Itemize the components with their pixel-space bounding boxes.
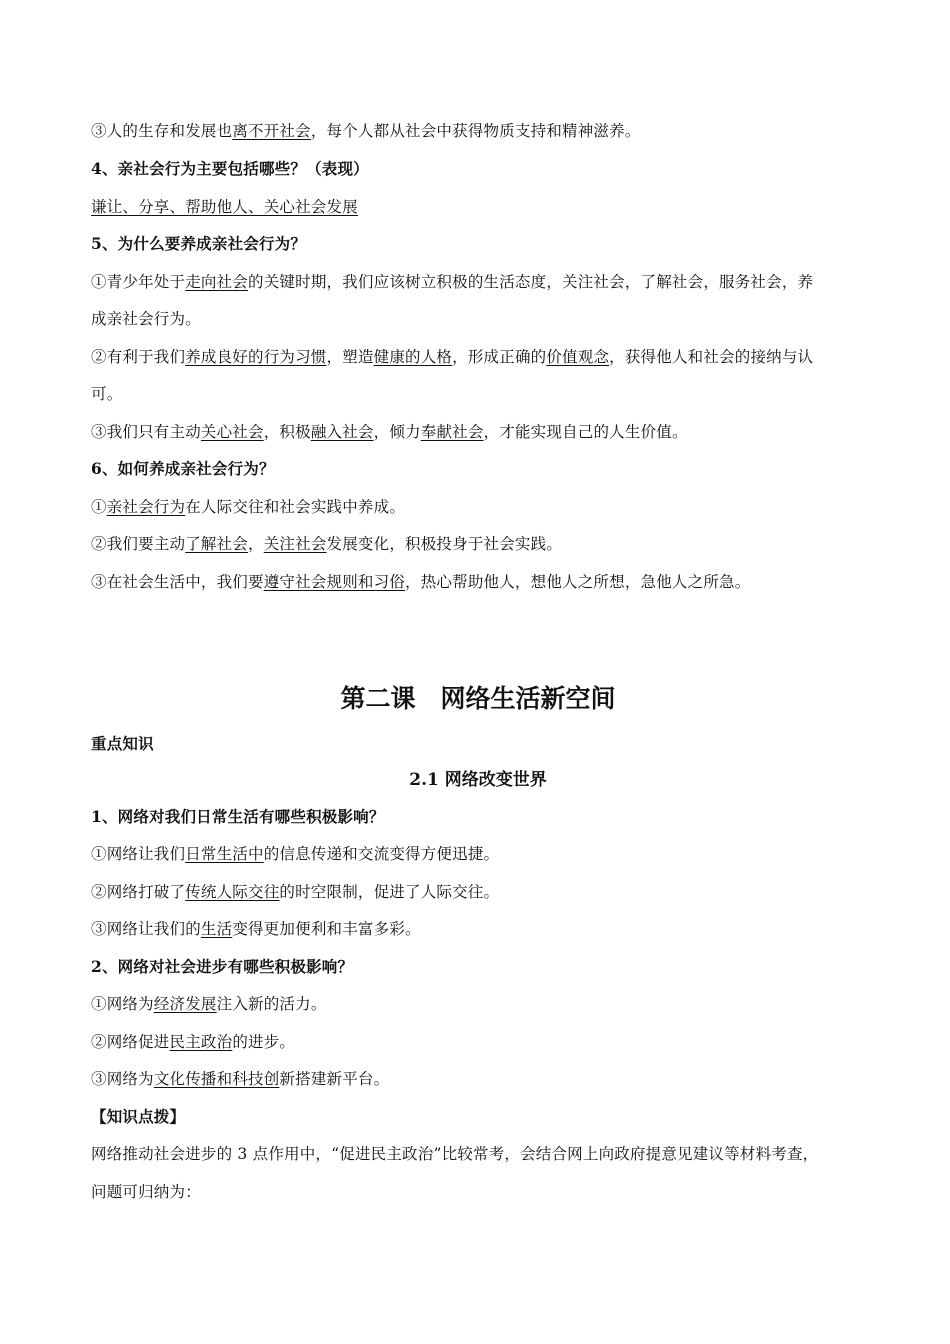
answer-2-3 — [91, 1068, 865, 1090]
answer-1-1 — [91, 843, 865, 865]
lesson-title: 第二课 网络生活新空间 — [340, 684, 616, 713]
answer-1-3 — [91, 918, 865, 940]
underlined-key-term: 日常生活中 — [185, 845, 264, 863]
text: ②网络促进 — [91, 1033, 170, 1051]
question-4: 4、亲社会行为主要包括哪些？（表现） — [91, 159, 369, 178]
answer-6-1 — [91, 496, 865, 518]
text: ②有利于我们 — [91, 348, 186, 366]
underlined-key-term: 离不开社会 — [232, 122, 311, 140]
text: 的关键时期，我们应该树立积极的生活态度，关注社会，了解社会，服务社会，养 — [248, 273, 814, 291]
underlined-key-term: 经济发展 — [153, 995, 217, 1013]
text: 的信息传递和交流变得方便迅捷。 — [263, 845, 500, 863]
underlined-key-term: 传统人际交往 — [185, 883, 280, 901]
text: ， — [248, 535, 264, 553]
underlined-key-term: 关心社会 — [200, 423, 264, 441]
answer-5-1-cont: 成亲社会行为。 — [91, 310, 201, 328]
text: ，获得他人和社会的接纳与认 — [609, 348, 814, 366]
answer-4 — [91, 196, 865, 218]
answer-6-3 — [91, 571, 865, 593]
text: ②网络打破了 — [91, 883, 186, 901]
underlined-key-term: 价值观念 — [546, 348, 610, 366]
key-knowledge-label: 重点知识 — [91, 734, 154, 753]
text: ①网络为 — [91, 995, 154, 1013]
question-6: 6、如何养成亲社会行为？ — [91, 459, 275, 478]
underlined-key-term: 文化传播和科技创 — [153, 1070, 280, 1088]
underlined-key-term: 融入社会 — [310, 423, 374, 441]
text: ，倾力 — [373, 423, 421, 441]
underlined-key-term: 了解社会 — [185, 535, 249, 553]
question-1: 1、网络对我们日常生活有哪些积极影响？ — [91, 807, 385, 826]
tip-paragraph-line-1: 网络推动社会进步的 3 点作用中，“促进民主政治”比较常考，会结合网上向政府提意见建议等材料考查， — [91, 1145, 819, 1163]
text: ③人的生存和发展也 — [91, 122, 233, 140]
underlined-key-term: 奉献社会 — [420, 423, 484, 441]
tip-heading: 【知识点拨】 — [91, 1107, 186, 1126]
answer-5-1 — [91, 271, 865, 293]
text: 发展变化，积极投身于社会实践。 — [326, 535, 563, 553]
section-title: 2.1 网络改变世界 — [409, 770, 547, 790]
question-5: 5、为什么要养成亲社会行为？ — [91, 234, 307, 253]
text: 的进步。 — [232, 1033, 296, 1051]
text: ③我们只有主动 — [91, 423, 201, 441]
text: ③网络为 — [91, 1070, 154, 1088]
answer-2-2 — [91, 1031, 865, 1053]
answer-5-2-cont: 可。 — [91, 385, 123, 403]
text: ，塑造 — [326, 348, 374, 366]
text: ，每个人都从社会中获得物质支持和精神滋养。 — [310, 122, 641, 140]
text: ，才能实现自己的人生价值。 — [483, 423, 688, 441]
underlined-key-term: 亲社会行为 — [106, 498, 186, 516]
text: ③网络让我们的 — [91, 920, 201, 938]
text: ②我们要主动 — [91, 535, 186, 553]
text: ，积极 — [263, 423, 311, 441]
text: 变得更加便利和丰富多彩。 — [232, 920, 421, 938]
tip-paragraph-line-2: 问题可归纳为： — [91, 1183, 201, 1201]
text: 新搭建新平台。 — [279, 1070, 390, 1088]
answer-1-2 — [91, 881, 865, 903]
underlined-key-term: 走向社会 — [185, 273, 249, 291]
underlined-key-term: 关注社会 — [263, 535, 327, 553]
underlined-key-term: 民主政治 — [169, 1033, 233, 1051]
text: ，形成正确的 — [452, 348, 547, 366]
text: 在人际交往和社会实践中养成。 — [185, 498, 406, 516]
text: ①网络让我们 — [91, 845, 186, 863]
text: ③在社会生活中，我们要 — [91, 573, 264, 591]
underlined-key-term: 遵守社会规则和习俗 — [263, 573, 406, 591]
text: ①青少年处于 — [91, 273, 186, 291]
answer-5-2 — [91, 346, 865, 368]
answer-2-1 — [91, 993, 865, 1015]
question-2: 2、网络对社会进步有哪些积极影响？ — [91, 957, 354, 976]
underlined-key-term: 健康的人格 — [373, 348, 453, 366]
underlined-key-term: 生活 — [200, 920, 233, 938]
text: ① — [91, 498, 107, 516]
underlined-key-term: 谦让、分享、帮助他人、关心社会发展 — [91, 198, 358, 216]
text: ，热心帮助他人，想他人之所想，急他人之所急。 — [405, 573, 751, 591]
answer-6-2 — [91, 533, 865, 555]
answer-5-3 — [91, 421, 865, 443]
paragraph-p1 — [91, 120, 865, 142]
text: 注入新的活力。 — [216, 995, 327, 1013]
underlined-key-term: 养成良好的行为习惯 — [185, 348, 327, 366]
text: 的时空限制，促进了人际交往。 — [279, 883, 500, 901]
